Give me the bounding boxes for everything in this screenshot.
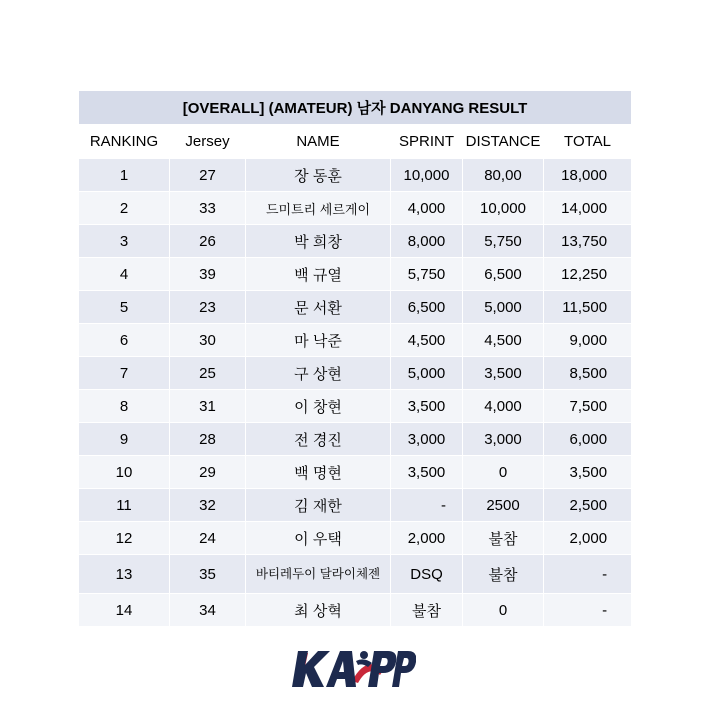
sprint-cell: 3,000 — [391, 423, 463, 456]
ranking-cell: 7 — [79, 357, 170, 390]
distance-cell: 2500 — [463, 489, 544, 522]
total-cell: - — [544, 594, 632, 627]
table-row — [79, 357, 632, 390]
kapp-logo — [292, 645, 416, 693]
name-cell: 박 희창 — [246, 225, 391, 258]
header-jersey: Jersey — [170, 125, 246, 159]
ranking-cell: 14 — [79, 594, 170, 627]
name-cell: 전 경진 — [246, 423, 391, 456]
distance-cell: 3,000 — [463, 423, 544, 456]
name-cell: 백 규열 — [246, 258, 391, 291]
table-row — [79, 522, 632, 555]
header-ranking: RANKING — [79, 125, 170, 159]
table-row — [79, 489, 632, 522]
ranking-cell: 12 — [79, 522, 170, 555]
table-row — [79, 423, 632, 456]
distance-cell: 10,000 — [463, 192, 544, 225]
jersey-cell: 29 — [170, 456, 246, 489]
table-row — [79, 324, 632, 357]
total-cell: 12,250 — [544, 258, 632, 291]
ranking-cell: 5 — [79, 291, 170, 324]
ranking-cell: 10 — [79, 456, 170, 489]
table-row — [79, 594, 632, 627]
name-cell: 장 동훈 — [246, 159, 391, 192]
name-cell: 문 서환 — [246, 291, 391, 324]
total-cell: 3,500 — [544, 456, 632, 489]
name-cell: 최 상혁 — [246, 594, 391, 627]
total-cell: 18,000 — [544, 159, 632, 192]
jersey-cell: 32 — [170, 489, 246, 522]
sprint-cell: - — [391, 489, 463, 522]
total-cell: 8,500 — [544, 357, 632, 390]
ranking-cell: 4 — [79, 258, 170, 291]
sprint-cell: 3,500 — [391, 456, 463, 489]
jersey-cell: 34 — [170, 594, 246, 627]
ranking-cell: 8 — [79, 390, 170, 423]
title-row — [79, 91, 632, 125]
total-cell: 6,000 — [544, 423, 632, 456]
jersey-cell: 24 — [170, 522, 246, 555]
total-cell: 13,750 — [544, 225, 632, 258]
results-table — [78, 90, 632, 627]
jersey-cell: 25 — [170, 357, 246, 390]
table-row — [79, 555, 632, 594]
header-distance: DISTANCE — [463, 125, 544, 159]
header-sprint: SPRINT — [391, 125, 463, 159]
header-total: TOTAL — [544, 125, 632, 159]
jersey-cell: 23 — [170, 291, 246, 324]
total-cell: 2,000 — [544, 522, 632, 555]
ranking-cell: 13 — [79, 555, 170, 594]
table-title: [OVERALL] (AMATEUR) 남자 DANYANG RESULT — [79, 91, 632, 125]
distance-cell: 4,000 — [463, 390, 544, 423]
total-cell: 7,500 — [544, 390, 632, 423]
distance-cell: 6,500 — [463, 258, 544, 291]
name-cell: 이 우택 — [246, 522, 391, 555]
ranking-cell: 6 — [79, 324, 170, 357]
name-cell: 김 재한 — [246, 489, 391, 522]
jersey-cell: 30 — [170, 324, 246, 357]
jersey-cell: 39 — [170, 258, 246, 291]
ranking-cell: 9 — [79, 423, 170, 456]
ranking-cell: 1 — [79, 159, 170, 192]
table-row — [79, 291, 632, 324]
distance-cell: 0 — [463, 594, 544, 627]
ranking-cell: 11 — [79, 489, 170, 522]
sprint-cell: 5,750 — [391, 258, 463, 291]
table-row — [79, 159, 632, 192]
distance-cell: 4,500 — [463, 324, 544, 357]
sprint-cell: 2,000 — [391, 522, 463, 555]
table-row — [79, 456, 632, 489]
sprint-cell: 4,000 — [391, 192, 463, 225]
distance-cell: 3,500 — [463, 357, 544, 390]
sprint-cell: 불참 — [391, 594, 463, 627]
name-cell: 이 창현 — [246, 390, 391, 423]
sprint-cell: DSQ — [391, 555, 463, 594]
ranking-cell: 2 — [79, 192, 170, 225]
sprint-cell: 10,000 — [391, 159, 463, 192]
sprint-cell: 4,500 — [391, 324, 463, 357]
distance-cell: 80,00 — [463, 159, 544, 192]
sprint-cell: 3,500 — [391, 390, 463, 423]
table-row — [79, 258, 632, 291]
sprint-cell: 6,500 — [391, 291, 463, 324]
jersey-cell: 27 — [170, 159, 246, 192]
distance-cell: 0 — [463, 456, 544, 489]
ranking-cell: 3 — [79, 225, 170, 258]
name-cell: 바티레두이 달라이체젠 — [246, 555, 391, 594]
table-row — [79, 192, 632, 225]
total-cell: - — [544, 555, 632, 594]
name-cell: 마 낙준 — [246, 324, 391, 357]
jersey-cell: 31 — [170, 390, 246, 423]
jersey-cell: 35 — [170, 555, 246, 594]
distance-cell: 불참 — [463, 555, 544, 594]
name-cell: 구 상현 — [246, 357, 391, 390]
total-cell: 14,000 — [544, 192, 632, 225]
jersey-cell: 28 — [170, 423, 246, 456]
distance-cell: 5,750 — [463, 225, 544, 258]
distance-cell: 5,000 — [463, 291, 544, 324]
jersey-cell: 26 — [170, 225, 246, 258]
total-cell: 9,000 — [544, 324, 632, 357]
sprint-cell: 8,000 — [391, 225, 463, 258]
table-row — [79, 225, 632, 258]
distance-cell: 불참 — [463, 522, 544, 555]
sprint-cell: 5,000 — [391, 357, 463, 390]
name-cell: 드미트리 세르게이 — [246, 192, 391, 225]
jersey-cell: 33 — [170, 192, 246, 225]
table-row — [79, 390, 632, 423]
header-row — [79, 125, 632, 159]
total-cell: 2,500 — [544, 489, 632, 522]
name-cell: 백 명현 — [246, 456, 391, 489]
header-name: NAME — [246, 125, 391, 159]
total-cell: 11,500 — [544, 291, 632, 324]
